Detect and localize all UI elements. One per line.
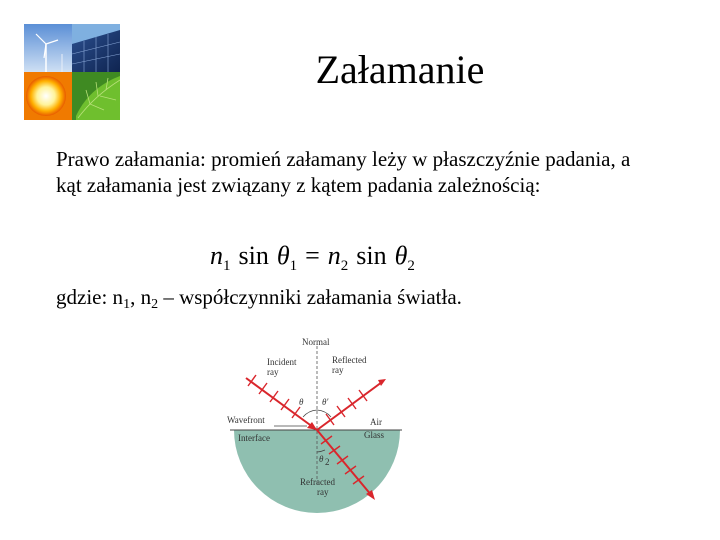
snell-formula	[210, 236, 415, 276]
theta-arc	[303, 410, 317, 417]
law-paragraph: Prawo załamania: promień załamany leży w płaszczyźnie padania, a kąt załamania jest związany z kątem padania zależnością:	[56, 147, 631, 197]
label-theta: θ	[299, 397, 304, 407]
label-glass: Glass	[364, 430, 384, 440]
label-incident-ray: ray	[267, 367, 279, 377]
formula-theta1-sub: 1	[289, 258, 298, 274]
label-refracted-ray: ray	[317, 487, 329, 497]
energy-logo	[24, 24, 120, 120]
slide-title: Załamanie	[315, 47, 485, 92]
label-normal: Normal	[302, 337, 330, 347]
formula-sin2: sin	[356, 241, 387, 270]
wind-turbine-image	[24, 24, 72, 72]
formula-n1-sub: 1	[223, 258, 231, 274]
label-theta2: θ	[319, 454, 324, 464]
label-air: Air	[370, 417, 382, 427]
formula-theta1: θ	[276, 241, 290, 270]
formula-theta2-sub: 2	[407, 258, 415, 274]
label-wavefront: Wavefront	[227, 415, 265, 425]
label-reflected-ray: ray	[332, 365, 344, 375]
label-theta-prime: θ′	[322, 397, 329, 407]
definition-middle: , n	[130, 285, 152, 309]
label-refracted: Refracted	[300, 477, 335, 487]
definition-sub1: 1	[123, 297, 131, 312]
formula-n1: n	[210, 241, 223, 270]
label-reflected: Reflected	[332, 355, 367, 365]
label-theta2-sub: 2	[325, 457, 330, 467]
definition-prefix: gdzie: n	[56, 285, 124, 309]
formula-sin1: sin	[238, 241, 269, 270]
refraction-diagram	[222, 334, 412, 516]
formula-n2-sub: 2	[340, 258, 349, 274]
label-incident: Incident	[267, 357, 297, 367]
definition-suffix: – współczynniki załamania światła.	[158, 285, 462, 309]
formula-equals: =	[305, 241, 320, 270]
formula-n2: n	[327, 241, 341, 270]
theta-prime-arc	[317, 410, 331, 417]
definition-line	[56, 284, 676, 318]
definition-sub2: 2	[151, 297, 159, 312]
label-interface: Interface	[238, 433, 270, 443]
formula-theta2: θ	[394, 241, 408, 270]
